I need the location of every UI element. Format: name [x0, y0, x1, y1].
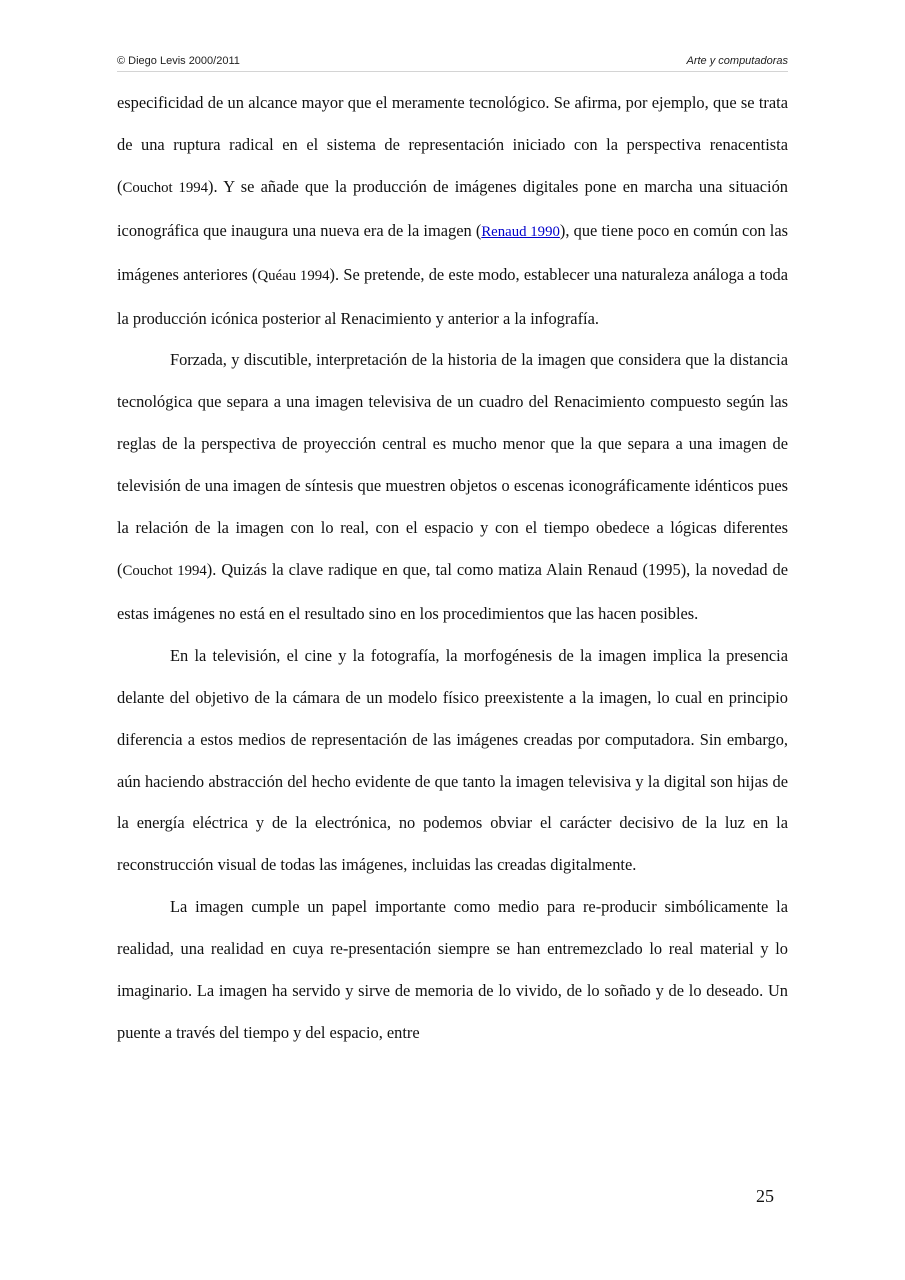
paragraph-4: La imagen cumple un papel importante como medio para re-producir simbólicamente la realidad, una realidad en cuya re-presentación siempre se han entremezclado lo real material y lo imaginario. La imagen ha servido y sirve de memoria de lo vivido, de lo soñado y de lo deseado. Un puente a través del tiempo y del espacio, entre [117, 897, 788, 1042]
running-header [117, 54, 788, 72]
paragraph-2-text-b: ). Quizás la clave radique en que, tal como matiza Alain Renaud (1995), la novedad de estas imágenes no está en el resultado sino en los procedimientos que las hacen posibles. [117, 559, 789, 623]
citation-couchot-2: Couchot 1994 [122, 562, 207, 579]
page-number: 25 [756, 1186, 774, 1206]
citation-couchot: Couchot 1994 [122, 179, 209, 196]
citation-queau: Quéau 1994 [257, 267, 330, 284]
paragraph-2 [117, 339, 788, 634]
paragraph-1-text-b: ). Y se añade que la producción de imágenes digitales pone en marcha una situación iconográfica que inaugura una nueva era de la imagen ( [117, 176, 788, 240]
paragraph-1-text-d: ). Se pretende, de este modo, establecer una naturaleza análoga a toda la producción icónica posterior al Renacimiento y anterior a la infografía. [117, 264, 788, 328]
paragraph-3: En la televisión, el cine y la fotografía, la morfogénesis de la imagen implica la presencia delante del objetivo de la cámara de un modelo físico preexistente a la imagen, lo cual en principio diferencia a estos medios de representación de las imágenes creadas por computadora. Sin embargo, aún haciendo abstracción del hecho evidente de que tanto la imagen televisiva y la digital son hijas de la energía eléctrica y de la electrónica, no podemos obviar el carácter decisivo de la luz en la reconstrucción visual de todas las imágenes, incluidas las creadas digitalmente. [117, 645, 788, 875]
paragraph-1-text-c: ), que tiene poco en común con las imágenes anteriores ( [117, 220, 789, 284]
paragraph-2-text-a: Forzada, y discutible, interpretación de la historia de la imagen que considera que la distancia tecnológica que separa a una imagen televisiva de un cuadro del Renacimiento compuesto según las reglas de la perspectiva de proyección central es mucho menor que la que separa a una imagen de televisión de una imagen de síntesis que muestren objetos o escenas iconográficamente idénticos pues la relación de la imagen con lo real, con el espacio y con el tiempo obedece a lógicas diferentes ( [117, 350, 788, 579]
header-author: © Diego Levis 2000/2011 [117, 55, 240, 67]
paragraph-1-text-a: especificidad de un alcance mayor que el meramente tecnológico. Se afirma, por ejemplo, que se trata de una ruptura radical en el sistema de representación iniciado con la perspectiva renacentista ( [117, 93, 788, 196]
paragraph-1 [117, 82, 788, 339]
citation-link-renaud[interactable]: Renaud 1990 [481, 223, 560, 240]
header-title: Arte y computadoras [686, 55, 788, 67]
document-body [117, 82, 788, 1054]
